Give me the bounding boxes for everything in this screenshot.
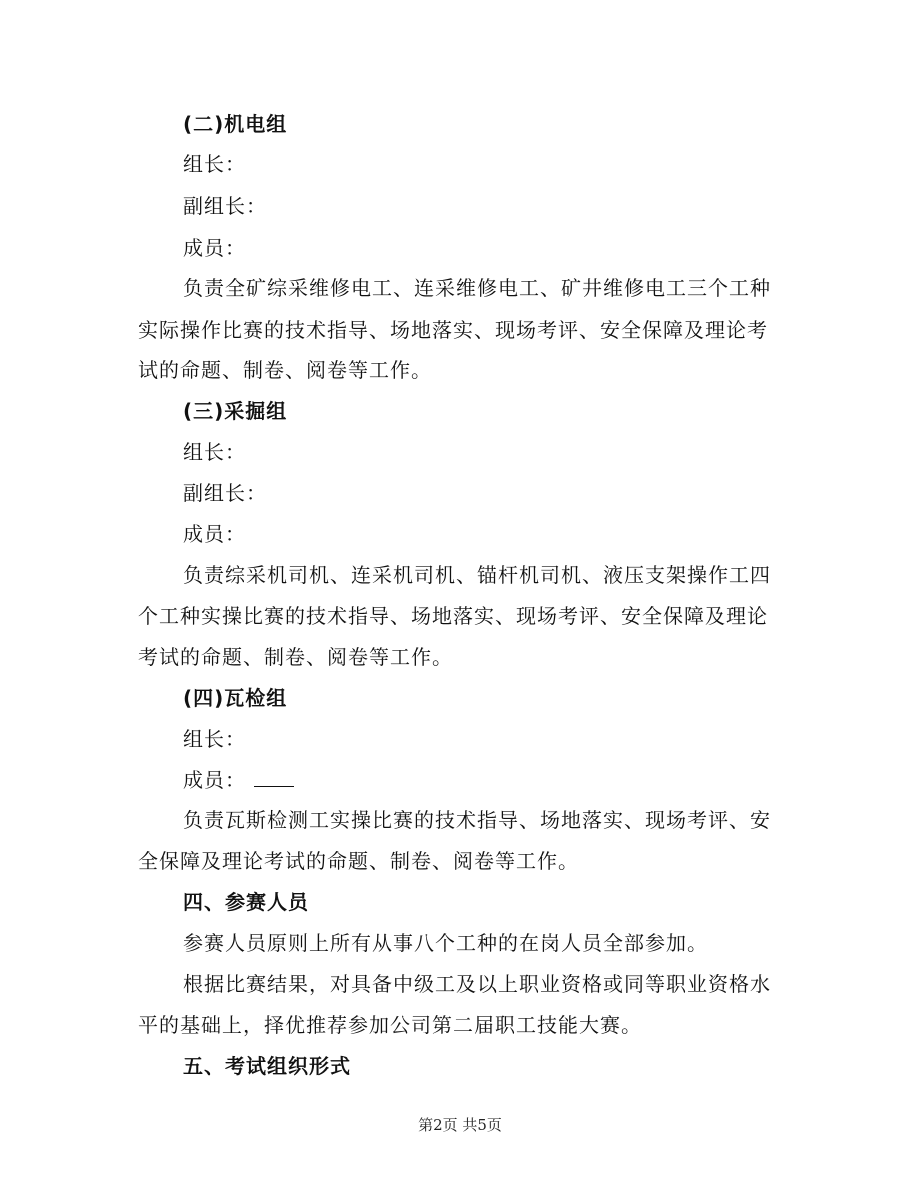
duty-line: 负责瓦斯检测工实操比赛的技术指导、场地落实、现场考评、安 <box>183 808 771 832</box>
leader-label: 组长： <box>183 440 246 464</box>
members-label: 成员： <box>183 768 246 792</box>
section-heading-gas: (四)瓦检组 <box>183 686 288 710</box>
duty-line: 考试的命题、制卷、阅卷等工作。 <box>138 645 453 669</box>
section-heading-electromech: (二)机电组 <box>183 112 288 136</box>
members-label: 成员： <box>183 236 246 260</box>
members-blank-line <box>254 768 294 787</box>
deputy-leader-label: 副组长： <box>183 194 267 218</box>
paragraph-line: 根据比赛结果，对具备中级工及以上职业资格或同等职业资格水 <box>183 972 771 996</box>
duty-line: 个工种实操比赛的技术指导、场地落实、现场考评、安全保障及理论 <box>138 604 768 628</box>
section-heading-exam: 五、考试组织形式 <box>183 1054 351 1078</box>
members-row <box>183 766 294 794</box>
leader-label: 组长： <box>183 152 246 176</box>
paragraph-line: 平的基础上，择优推荐参加公司第二届职工技能大赛。 <box>138 1013 642 1037</box>
duty-line: 实际操作比赛的技术指导、场地落实、现场考评、安全保障及理论考 <box>138 318 768 342</box>
leader-label: 组长： <box>183 727 246 751</box>
page-number: 第2页 共5页 <box>418 1116 502 1134</box>
duty-line: 全保障及理论考试的命题、制卷、阅卷等工作。 <box>138 849 579 873</box>
section-heading-participants: 四、参赛人员 <box>183 890 309 914</box>
paragraph-line: 参赛人员原则上所有从事八个工种的在岗人员全部参加。 <box>183 931 708 955</box>
duty-line: 试的命题、制卷、阅卷等工作。 <box>138 358 432 382</box>
section-heading-mining: (三)采掘组 <box>183 399 288 423</box>
deputy-leader-label: 副组长： <box>183 481 267 505</box>
members-label: 成员： <box>183 522 246 546</box>
duty-line: 负责综采机司机、连采机司机、锚杆机司机、液压支架操作工四 <box>183 563 771 587</box>
duty-line: 负责全矿综采维修电工、连采维修电工、矿井维修电工三个工种 <box>183 276 771 300</box>
